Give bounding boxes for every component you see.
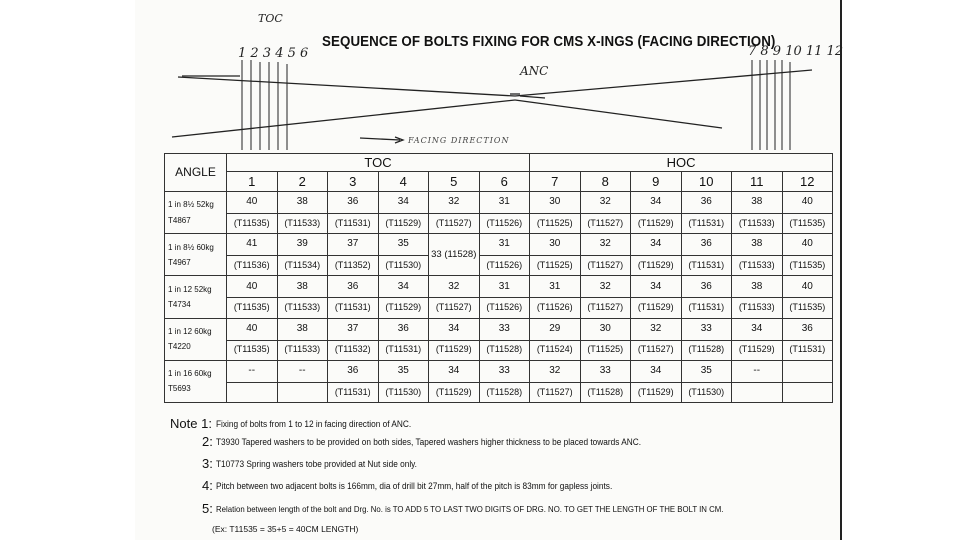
bolt-length-cell: 38 xyxy=(732,276,783,298)
angle-drawing-no: T5693 xyxy=(168,384,191,394)
drawing-number-cell: (T11526) xyxy=(479,214,530,234)
drawing-number-cell: (T11535) xyxy=(227,298,278,318)
bolt-length-cell: 37 xyxy=(328,234,379,256)
document-title: SEQUENCE OF BOLTS FIXING FOR CMS X-INGS (FACING DIRECTION) xyxy=(322,34,776,50)
drawing-number-cell: (T11530) xyxy=(378,382,429,402)
drawing-number-cell: (T11528) xyxy=(681,340,732,360)
bolt-length-cell: 36 xyxy=(328,360,379,382)
bolt-length-cell: 38 xyxy=(732,192,783,214)
angle-spec: 1 in 12 60kg xyxy=(168,326,212,336)
drawing-number-cell: (T11530) xyxy=(378,256,429,276)
bolt-length-cell: 33 xyxy=(681,318,732,340)
drawing-number-cell: (T11530) xyxy=(681,382,732,402)
bolt-length-cell: 34 xyxy=(378,276,429,298)
drawing-number-cell: (T11529) xyxy=(631,214,682,234)
drawing-number-cell: (T11533) xyxy=(277,340,328,360)
left-bolt-lines xyxy=(242,60,287,150)
drawing-number-cell: (T11524) xyxy=(530,340,581,360)
bolt-length-cell: 35 xyxy=(681,360,732,382)
bolt-length-cell: 33 xyxy=(479,360,530,382)
drawing-number-cell: (T11525) xyxy=(580,340,631,360)
bolt-length-cell: 38 xyxy=(277,192,328,214)
drawing-number-cell: (T11535) xyxy=(782,298,833,318)
drawing-number-cell: (T11527) xyxy=(580,214,631,234)
drawing-number-cell: (T11531) xyxy=(328,214,379,234)
toc-group-header: TOC xyxy=(227,154,530,172)
note-text: T10773 Spring washers tobe provided at Nut side only. xyxy=(216,459,417,469)
drawing-number-cell: (T11533) xyxy=(277,214,328,234)
bolt-length-cell: 34 xyxy=(429,318,480,340)
col-header: 11 xyxy=(732,172,783,192)
bolt-length-cell: 40 xyxy=(227,192,278,214)
bolt-length-cell: 34 xyxy=(378,192,429,214)
drawing-number-cell xyxy=(227,382,278,402)
drawing-number-cell xyxy=(732,382,783,402)
angle-cell xyxy=(165,192,227,234)
note-number: 5: xyxy=(202,501,213,516)
bolt-length-cell: 35 xyxy=(378,360,429,382)
drawing-number-cell: (T11527) xyxy=(429,214,480,234)
angle-drawing-no: T4867 xyxy=(168,215,191,225)
drawing-number-cell: (T11527) xyxy=(530,382,581,402)
note-number: 4: xyxy=(202,478,213,493)
note-example: (Ex: T11535 = 35+5 = 40CM LENGTH) xyxy=(212,524,359,534)
drawing-number-cell: (T11531) xyxy=(378,340,429,360)
drawing-number-cell: (T11528) xyxy=(479,340,530,360)
table-row xyxy=(165,276,833,298)
bolt-length-cell: 32 xyxy=(580,192,631,214)
bolt-length-cell: 31 xyxy=(479,192,530,214)
note-heading: Note 1: xyxy=(170,416,212,431)
col-header: 5 xyxy=(429,172,480,192)
bolt-length-cell: 34 xyxy=(631,276,682,298)
angle-spec: 1 in 12 52kg xyxy=(168,284,212,294)
bolt-length-cell: 32 xyxy=(530,360,581,382)
drawing-number-cell: (T11529) xyxy=(631,382,682,402)
drawing-number-cell: (T11526) xyxy=(479,298,530,318)
drawing-number-cell: (T11352) xyxy=(328,256,379,276)
anc-label: ANC xyxy=(520,64,549,78)
bolt-length-cell: -- xyxy=(227,360,278,382)
drawing-number-cell: (T11529) xyxy=(429,340,480,360)
bolt-length-cell: 36 xyxy=(681,192,732,214)
angle-header: ANGLE xyxy=(165,154,227,192)
table-row xyxy=(165,360,833,382)
table-row xyxy=(165,192,833,214)
right-bolt-numbers: 7 8 9 10 11 12 xyxy=(748,44,844,59)
note-number: 2: xyxy=(202,434,213,449)
col-header: 9 xyxy=(631,172,682,192)
drawing-number-cell: (T11533) xyxy=(732,214,783,234)
bolt-length-cell: 40 xyxy=(227,318,278,340)
col-header: 4 xyxy=(378,172,429,192)
note-number: 3: xyxy=(202,456,213,471)
drawing-number-cell: (T11526) xyxy=(530,298,581,318)
bolt-length-cell: -- xyxy=(732,360,783,382)
drawing-number-cell: (T11535) xyxy=(782,256,833,276)
drawing-number-cell: (T11527) xyxy=(429,298,480,318)
drawing-number-cell: (T11529) xyxy=(378,214,429,234)
bolt-number-row xyxy=(165,172,833,192)
bolt-length-cell: 29 xyxy=(530,318,581,340)
note-text: T3930 Tapered washers to be provided on both sides, Tapered washers higher thickness to be placed towards ANC. xyxy=(216,437,641,447)
table-row-drawing xyxy=(165,340,833,360)
drawing-number-cell: (T11527) xyxy=(580,256,631,276)
rail-upper-left xyxy=(178,77,515,96)
drawing-number-cell: (T11527) xyxy=(631,340,682,360)
bolt-length-cell: 32 xyxy=(580,234,631,256)
bolt-length-cell: 32 xyxy=(580,276,631,298)
bolt-length-cell: 36 xyxy=(328,192,379,214)
angle-cell xyxy=(165,234,227,276)
table-row-drawing xyxy=(165,382,833,402)
bolt-length-cell: 38 xyxy=(277,276,328,298)
col-header: 10 xyxy=(681,172,732,192)
col-header: 8 xyxy=(580,172,631,192)
bolt-length-cell: 33 (11528) xyxy=(429,234,480,276)
drawing-number-cell: (T11529) xyxy=(631,256,682,276)
drawing-number-cell: (T11536) xyxy=(227,256,278,276)
rail-lower-left xyxy=(172,100,515,137)
drawing-number-cell: (T11529) xyxy=(429,382,480,402)
bolt-length-cell: 36 xyxy=(328,276,379,298)
drawing-number-cell: (T11535) xyxy=(227,214,278,234)
left-bolt-numbers: 1 2 3 4 5 6 xyxy=(238,46,309,61)
angle-cell xyxy=(165,360,227,402)
bolt-length-cell: 34 xyxy=(429,360,480,382)
table-row-drawing xyxy=(165,298,833,318)
drawing-number-cell: (T11533) xyxy=(277,298,328,318)
bolt-length-cell: 33 xyxy=(580,360,631,382)
angle-drawing-no: T4734 xyxy=(168,299,191,309)
bolt-length-cell: 31 xyxy=(530,276,581,298)
table-row-drawing xyxy=(165,214,833,234)
bolt-length-cell: 40 xyxy=(782,234,833,256)
bolt-length-cell: -- xyxy=(277,360,328,382)
bolt-length-cell: 34 xyxy=(631,360,682,382)
drawing-number-cell: (T11534) xyxy=(277,256,328,276)
bolt-sequence-table xyxy=(164,153,833,403)
bolt-length-cell: 40 xyxy=(782,192,833,214)
table-row xyxy=(165,318,833,340)
drawing-number-cell: (T11535) xyxy=(782,214,833,234)
drawing-number-cell: (T11526) xyxy=(479,256,530,276)
drawing-number-cell: (T11535) xyxy=(227,340,278,360)
bolt-length-cell: 36 xyxy=(681,276,732,298)
drawing-number-cell: (T11529) xyxy=(732,340,783,360)
bolt-length-cell xyxy=(782,360,833,382)
note-text: Pitch between two adjacent bolts is 166mm, dia of drill bit 27mm, half of the pitch is 83mm for gapless joints. xyxy=(216,481,613,491)
drawing-number-cell: (T11525) xyxy=(530,214,581,234)
rail-lower-right xyxy=(515,100,722,128)
col-header: 12 xyxy=(782,172,833,192)
angle-spec: 1 in 16 60kg xyxy=(168,369,212,379)
angle-cell xyxy=(165,276,227,318)
corner-handwritten-note: TOC xyxy=(258,12,283,25)
bolt-length-cell: 30 xyxy=(580,318,631,340)
drawing-number-cell: (T11531) xyxy=(328,382,379,402)
drawing-number-cell: (T11532) xyxy=(328,340,379,360)
hoc-group-header: HOC xyxy=(530,154,833,172)
drawing-number-cell: (T11531) xyxy=(328,298,379,318)
col-header: 1 xyxy=(227,172,278,192)
bolt-length-cell: 31 xyxy=(479,234,530,256)
col-header: 7 xyxy=(530,172,581,192)
drawing-number-cell xyxy=(277,382,328,402)
note-text: Relation between length of the bolt and Drg. No. is TO ADD 5 TO LAST TWO DIGITS OF DRG. NO. TO GET THE LENGTH OF THE BOLT IN CM. xyxy=(216,504,724,514)
bolt-length-cell: 36 xyxy=(782,318,833,340)
col-header: 2 xyxy=(277,172,328,192)
table-row-drawing xyxy=(165,256,833,276)
bolt-length-cell: 33 xyxy=(479,318,530,340)
drawing-number-cell: (T11533) xyxy=(732,298,783,318)
bolt-length-cell: 39 xyxy=(277,234,328,256)
drawing-number-cell: (T11531) xyxy=(681,298,732,318)
bolt-length-cell: 35 xyxy=(378,234,429,256)
drawing-number-cell: (T11533) xyxy=(732,256,783,276)
bolt-length-cell: 36 xyxy=(681,234,732,256)
bolt-length-cell: 32 xyxy=(631,318,682,340)
bolt-length-cell: 32 xyxy=(429,192,480,214)
bolt-length-cell: 30 xyxy=(530,234,581,256)
drawing-number-cell: (T11531) xyxy=(681,256,732,276)
drawing-number-cell: (T11528) xyxy=(479,382,530,402)
facing-direction-label: FACING DIRECTION xyxy=(408,136,510,145)
table-row xyxy=(165,234,833,256)
bolt-length-cell: 31 xyxy=(479,276,530,298)
angle-spec: 1 in 8½ 60kg xyxy=(168,242,214,252)
bolt-length-cell: 38 xyxy=(277,318,328,340)
col-header: 3 xyxy=(328,172,379,192)
note-text: Fixing of bolts from 1 to 12 in facing direction of ANC. xyxy=(216,419,412,429)
angle-drawing-no: T4220 xyxy=(168,342,191,352)
drawing-number-cell: (T11525) xyxy=(530,256,581,276)
bolt-length-cell: 40 xyxy=(227,276,278,298)
drawing-number-cell: (T11529) xyxy=(631,298,682,318)
bolt-length-cell: 37 xyxy=(328,318,379,340)
bolt-length-cell: 36 xyxy=(378,318,429,340)
bolt-length-cell: 38 xyxy=(732,234,783,256)
bolt-length-cell: 30 xyxy=(530,192,581,214)
bolt-length-cell: 34 xyxy=(732,318,783,340)
drawing-number-cell: (T11529) xyxy=(378,298,429,318)
angle-cell xyxy=(165,318,227,360)
bolt-length-cell: 34 xyxy=(631,192,682,214)
angle-spec: 1 in 8½ 52kg xyxy=(168,200,214,210)
drawing-number-cell xyxy=(782,382,833,402)
bolt-length-cell: 32 xyxy=(429,276,480,298)
drawing-number-cell: (T11531) xyxy=(681,214,732,234)
angle-drawing-no: T4967 xyxy=(168,257,191,267)
bolt-length-cell: 41 xyxy=(227,234,278,256)
drawing-number-cell: (T11528) xyxy=(580,382,631,402)
drawing-number-cell: (T11527) xyxy=(580,298,631,318)
bolt-length-cell: 40 xyxy=(782,276,833,298)
col-header: 6 xyxy=(479,172,530,192)
drawing-number-cell: (T11531) xyxy=(782,340,833,360)
bolt-length-cell: 34 xyxy=(631,234,682,256)
